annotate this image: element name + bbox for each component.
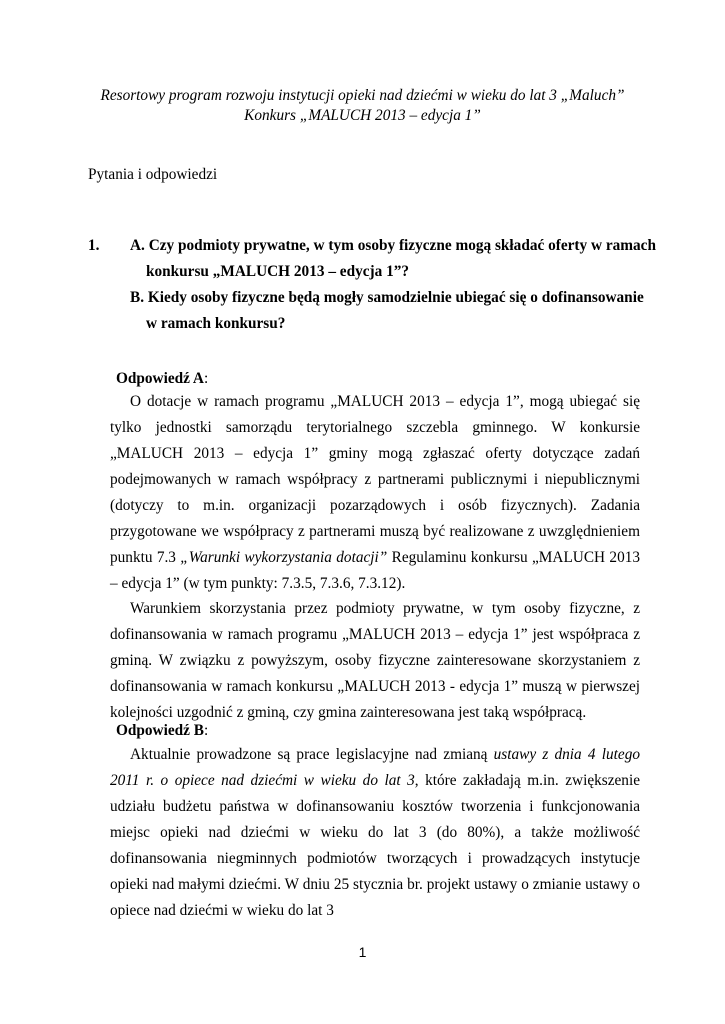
question-a-line2: konkursu „MALUCH 2013 – edycja 1”? <box>146 263 410 280</box>
question-a-line1: A. Czy podmioty prywatne, w tym osoby fizyczne mogą składać oferty w ramach <box>130 237 656 254</box>
question-b-line2: w ramach konkursu? <box>146 315 286 332</box>
answer-a-paragraph-1 <box>110 389 640 597</box>
page-number: 1 <box>358 944 367 960</box>
program-title: Resortowy program rozwoju instytucji opieki nad dziećmi w wieku do lat 3 „Maluch” <box>100 87 625 104</box>
answer-b-p1-text-2: , które zakładają m.in. zwiększenie udziału budżetu państwa w dofinansowaniu kosztów tworzenia i funkcjonowania miejsc opieki nad dziećmi w wieku do lat 3 (do 80%), a także możliwość dofinansowania niegminnych podmiotów tworzących i prowadzących instytucje opieki nad małymi dziećmi. W dniu 25 stycznia br. projekt ustawy o zmianie ustawy o opiece nad dziećmi w wieku do lat 3 <box>110 772 640 919</box>
answer-b-heading-colon: : <box>203 722 209 739</box>
answer-b-heading <box>116 722 208 740</box>
contest-title: Konkurs „MALUCH 2013 – edycja 1” <box>244 107 481 124</box>
answer-a-heading-colon: : <box>203 370 209 387</box>
answer-b-p1-text-1: Aktualnie prowadzone są prace legislacyjne nad zmianą <box>130 746 494 763</box>
answer-a-paragraph-2: Warunkiem skorzystania przez podmioty prywatne, w tym osoby fizyczne, z dofinansowania w ramach programu „MALUCH 2013 – edycja 1” jest współpraca z gminą. W związku z powyższym, osoby fizyczne zainteresowane skorzystaniem z dofinansowania w ramach konkursu „MALUCH 2013 - edycja 1” muszą w pierwszej kolejności uzgodnić z gminą, czy gmina zainteresowana jest taką współpracą. <box>110 600 640 721</box>
answer-a-p1-italic: „Warunki wykorzystania dotacji” <box>180 549 388 566</box>
question-number: 1. <box>88 237 100 254</box>
question-b-line1: B. Kiedy osoby fizyczne będą mogły samodzielnie ubiegać się o dofinansowanie <box>130 289 644 306</box>
section-title: Pytania i odpowiedzi <box>88 166 218 183</box>
answer-a-p1-text-2: Regulaminu konkursu „MALUCH 2013 – edycja 1” (w tym punkty: 7.3.5, 7.3.6, 7.3.12). <box>110 549 641 592</box>
answer-b-paragraph-1 <box>110 742 640 924</box>
answer-a-heading-text: Odpowiedź A <box>116 370 204 387</box>
answer-b-heading-text: Odpowiedź B <box>116 722 204 739</box>
answer-a-heading <box>116 370 208 388</box>
answer-b-p1-italic: ustawy z dnia 4 lutego 2011 r. o opiece nad dziećmi w wieku do lat 3 <box>110 746 640 789</box>
answer-a-p1-text-1: O dotacje w ramach programu „MALUCH 2013 – edycja 1”, mogą ubiegać się tylko jednostki samorządu terytorialnego szczebla gminnego. W konkursie „MALUCH 2013 – edycja 1” gminy mogą zgłaszać oferty dotyczące zadań podejmowanych w ramach współpracy z partnerami publicznymi i niepublicznymi (dotyczy to m.in. organizacji pozarządowych i osób fizycznych). Zadania przygotowane we współpracy z partnerami muszą być realizowane z uwzględnieniem punktu 7.3 <box>110 393 640 566</box>
